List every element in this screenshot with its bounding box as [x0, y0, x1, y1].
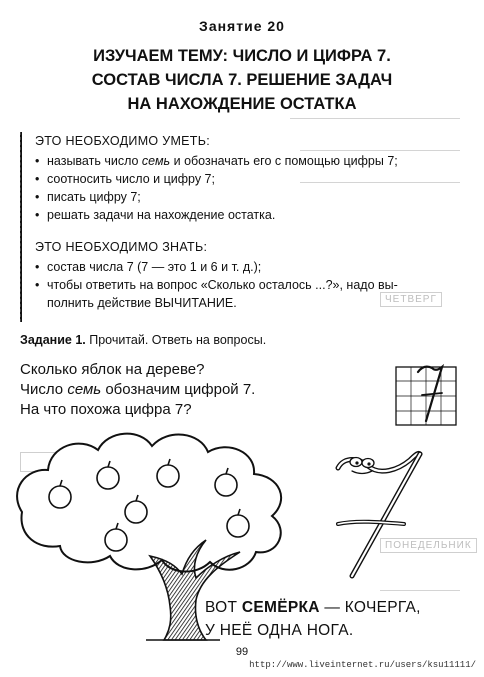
question-3: На что похожа цифра 7?: [20, 401, 192, 418]
poem-line-1: [205, 596, 421, 619]
skill-item: • соотносить число и цифру 7;: [35, 170, 475, 188]
task-text: Прочитай. Ответь на вопросы.: [85, 333, 267, 347]
question-1: Сколько яблок на дереве?: [20, 361, 205, 378]
skill-item: • писать цифру 7;: [35, 188, 475, 206]
poem-text: ВОТ: [205, 599, 242, 616]
title-line-1: ИЗУЧАЕМ ТЕМУ: ЧИСЛО И ЦИФРА 7.: [93, 47, 391, 65]
digit-writing-grid: [396, 367, 456, 425]
knowledge-text: полнить действие: [47, 296, 155, 310]
skill-text: и обозначать его с помощью цифры 7;: [170, 154, 398, 168]
knowledge-heading: ЭТО НЕОБХОДИМО ЗНАТЬ:: [35, 240, 208, 254]
knowledge-strong: ВЫЧИТАНИЕ.: [154, 296, 237, 310]
poem-strong: СЕМЁРКА: [241, 599, 320, 616]
question-emphasis: семь: [67, 381, 102, 398]
question-text: Число: [20, 381, 68, 398]
title-line-3: НА НАХОЖДЕНИЕ ОСТАТКА: [127, 95, 357, 113]
poem: [205, 596, 421, 642]
knowledge-text: чтобы ответить на вопрос «Сколько осталось ...?», надо вы-: [47, 278, 398, 292]
task-label: Задание 1.: [20, 333, 86, 347]
seven-character: [338, 453, 420, 576]
workbook-page: ЧЕТВЕРГ ПОНЕДЕЛЬНИК Занятие 20 ИЗУЧАЕМ ТЕМУ: ЧИСЛО И ЦИФРА 7. СОСТАВ ЧИСЛА 7. РЕШЕНИЕ ЗАДАЧ НА НАХОЖДЕНИЕ ОСТАТКА ЭТО НЕОБХОДИМО УМЕТЬ: • называть число семь и обозначать его с помощью цифры 7; • соотносить число и цифру 7; • писать цифру 7; • решать задачи на нахождение остатка. ЭТО НЕОБХОДИМО ЗНАТЬ: • состав числа 7 (7 — это 1 и 6 и т. д.); • чтобы ответить на вопрос «Сколько осталось ...?», надо вы- полнить действие ВЫЧИТАНИЕ. Задание 1. Прочитай. Ответь на вопросы. Сколько яблок на дереве? Число семь обозначим цифрой 7. На что похожа цифра 7? ВОТ СЕМЁРКА — КОЧЕРГА, У НЕЁ ОДНА НОГА. 99 http://www.liveinternet.ru/users/ksu11111/: [0, 0, 484, 677]
source-url-watermark: http://www.liveinternet.ru/users/ksu11111/: [249, 660, 476, 670]
knowledge-item: • состав числа 7 (7 — это 1 и 6 и т. д.);: [35, 258, 475, 276]
skills-heading: ЭТО НЕОБХОДИМО УМЕТЬ:: [35, 134, 211, 148]
lesson-number: Занятие 20: [199, 18, 285, 34]
page-number: 99: [235, 646, 249, 658]
question-text: обозначим цифрой 7.: [101, 381, 256, 398]
skill-text: называть число: [47, 154, 142, 168]
poem-line-2: У НЕЁ ОДНА НОГА.: [205, 622, 354, 639]
title-line-2: СОСТАВ ЧИСЛА 7. РЕШЕНИЕ ЗАДАЧ: [91, 71, 393, 89]
skill-item: • решать задачи на нахождение остатка.: [35, 206, 475, 224]
skill-emphasis: семь: [141, 154, 171, 168]
poem-text: — КОЧЕРГА,: [319, 599, 421, 616]
